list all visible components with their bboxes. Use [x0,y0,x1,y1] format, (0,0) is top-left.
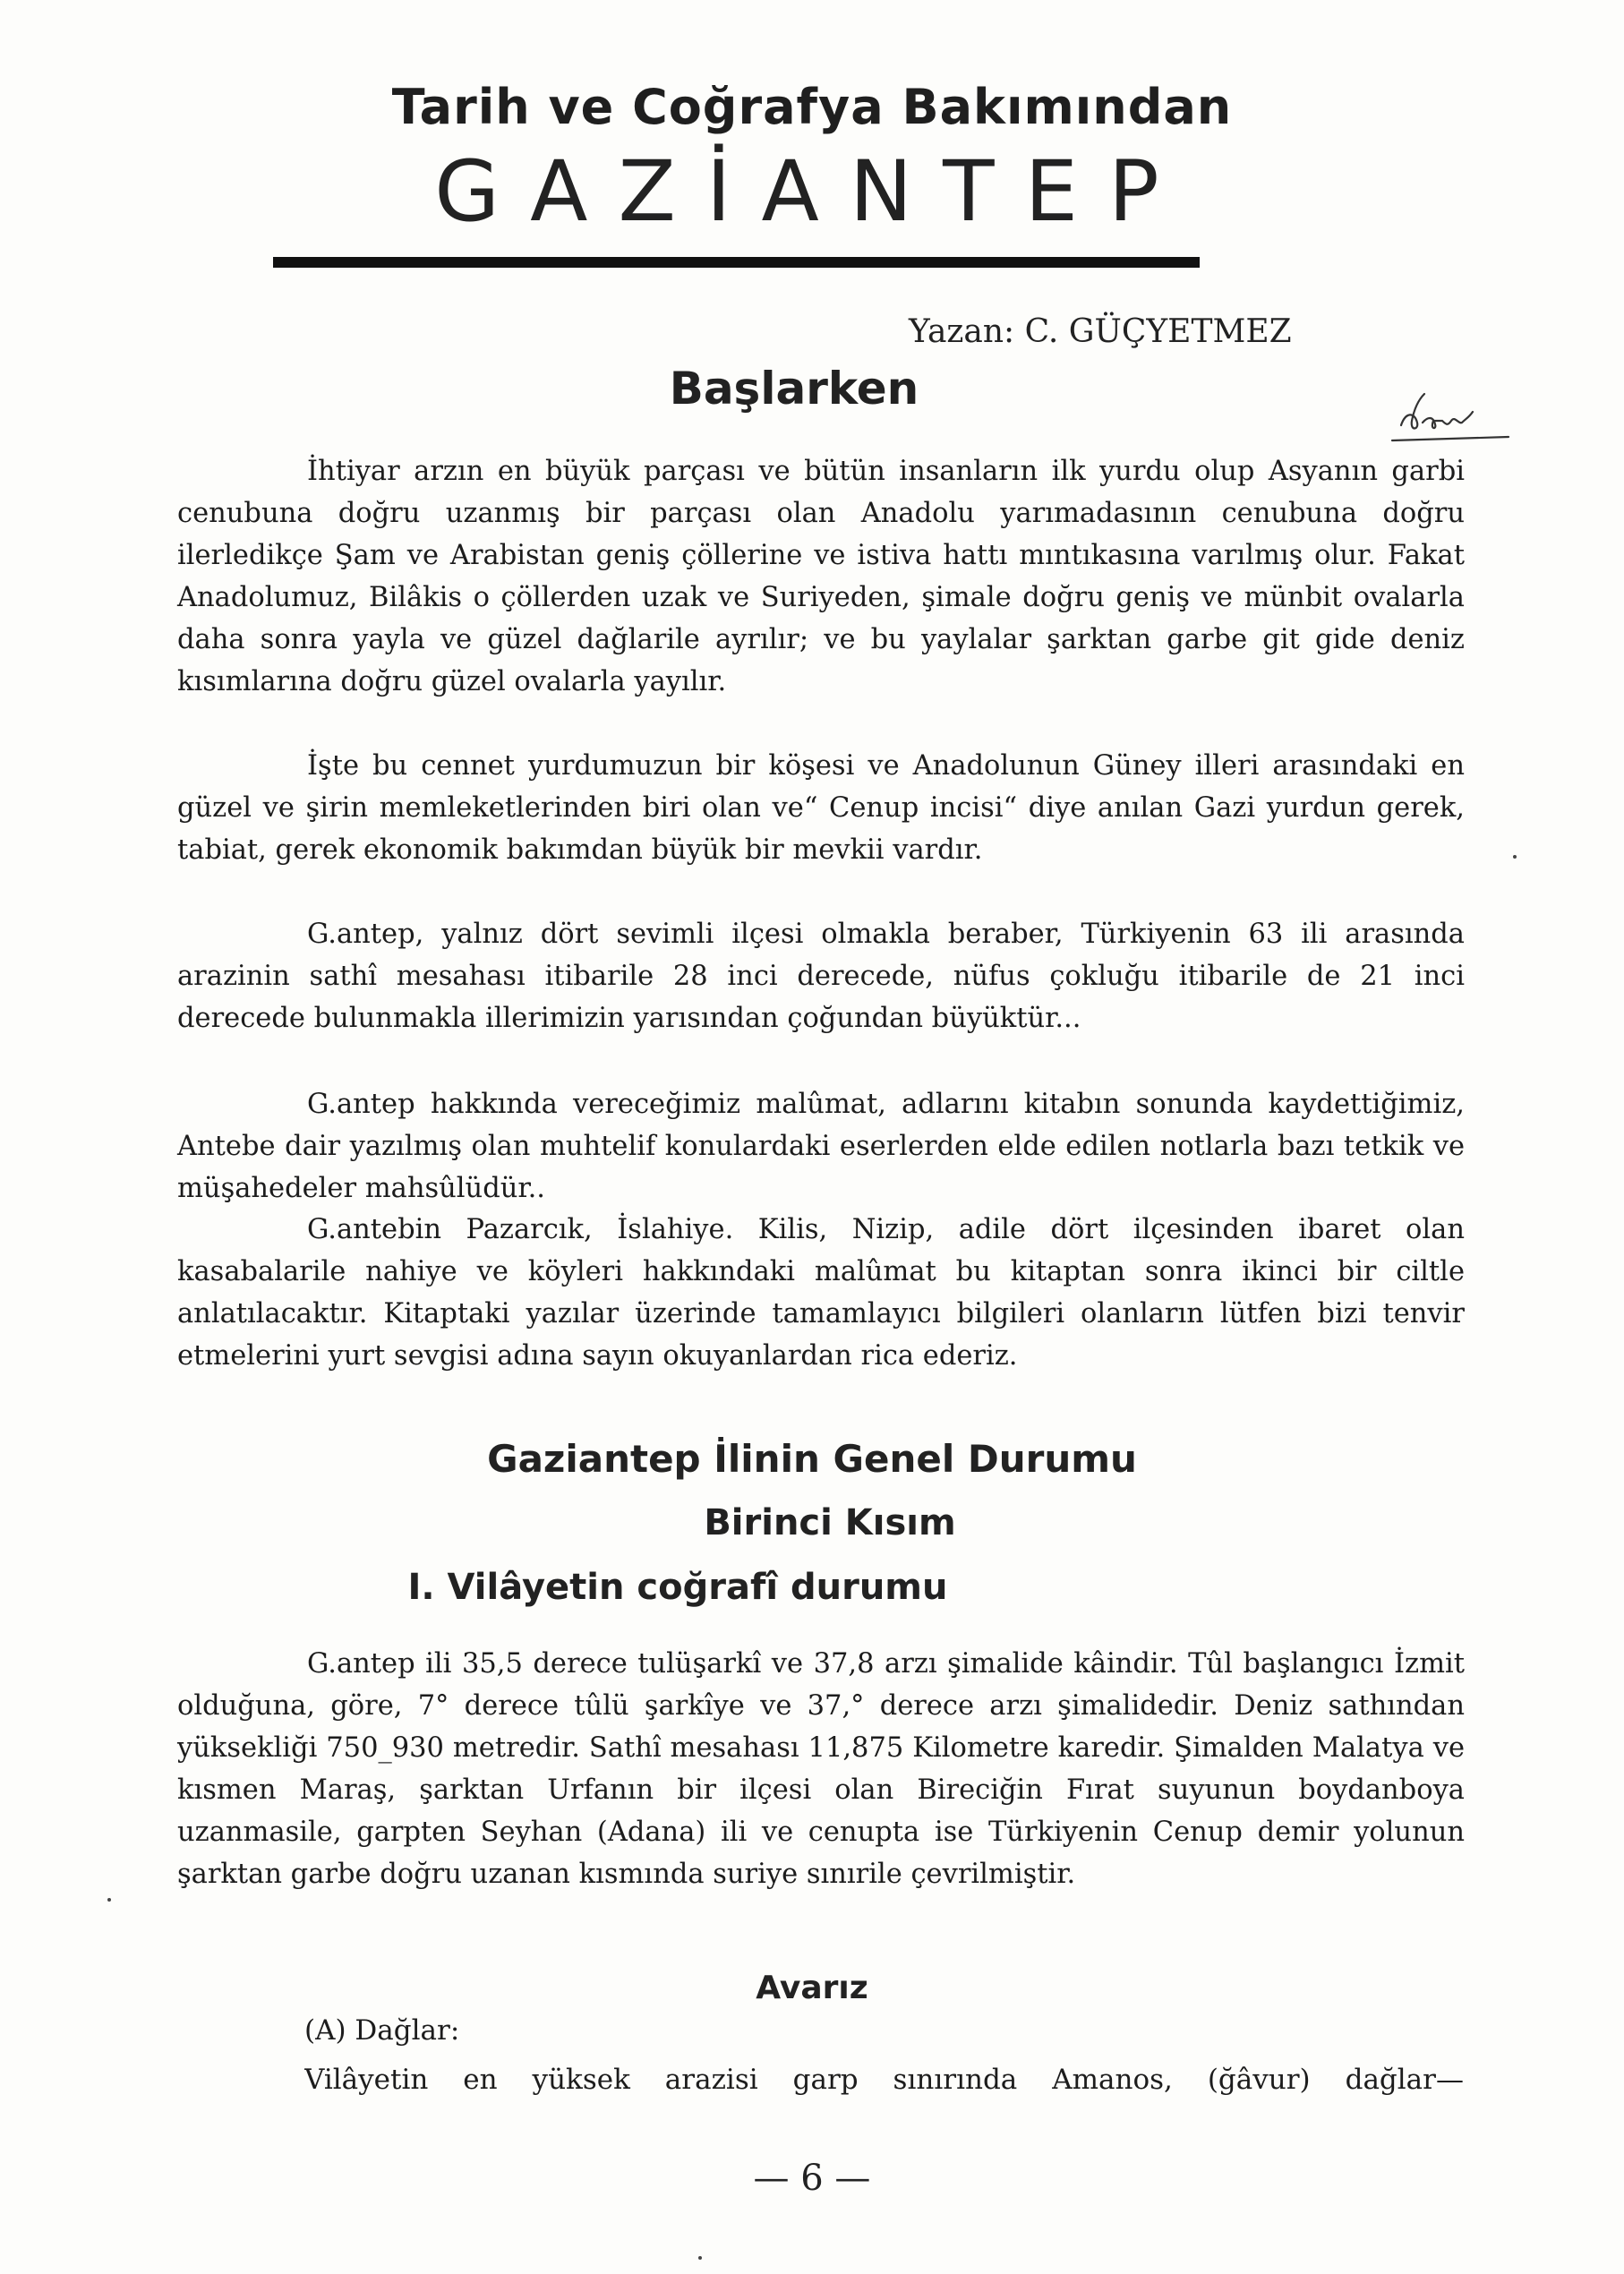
paragraph-intro-5: G.antebin Pazarcık, İslahiye. Kilis, Nizip, adile dört ilçesinden ibaret olan kasabalarile nahiye ve köyleri hakkındaki malûmat bu kitaptan sonra ikinci bir ciltle anlatılacaktır. Kitaptaki yazılar üzerinde tamamlayıcı bilgileri olanların lütfen bizi tenvir etmelerini yurt sevgisi adına sayın okuyanlardan rica ederiz. [177,1214,1465,1372]
paragraph-intro-3: G.antep, yalnız dört sevimli ilçesi olmakla beraber, Türkiyenin 63 ili arasında arazinin sathî mesahası itibarile 28 inci derecede, nüfus çokluğu itibarile de 21 inci derecede bulunmakla illerimizin yarısından çoğundan büyüktür... [177,919,1465,1034]
scan-speck [107,1898,111,1902]
subsection-label: (A) Dağlar: [304,2014,460,2047]
section-heading-chapter: I. Vilâyetin coğrafî durumu [407,1567,948,1608]
paragraph-intro-1: İhtiyar arzın en büyük parçası ve bütün insanların ilk yurdu olup Asyanın garbi cenubuna doğru uzanmış bir parçası olan Anadolu yarımadasının cenubuna doğru ilerledikçe Şam ve Arabistan geniş çöllerine ve istiva hattı mıntıkasına varılmış olur. Fakat Anadolumuz, Bilâkis o çöllerden uzak ve Suriyeden, şimale doğru geniş ve münbit ovalarla daha sonra yayla ve güzel dağlarile ayrılır; ve bu yaylalar şarktan garbe git gide deniz kısımlarına doğru güzel ovalarla yayılır. [177,456,1465,697]
page-number: — 6 — [753,2158,871,2199]
title-divider [273,257,1200,268]
author-byline: Yazan: C. GÜÇYETMEZ [909,313,1292,350]
section-heading-relief: Avarız [756,1970,868,2006]
paragraph-geography: G.antep ili 35,5 derece tulüşarkî ve 37,8 arzı şimalide kâindir. Tûl başlangıcı İzmit olduğuna, göre, 7° derece tûlü şarkîye ve 37,° derece arzı şimalidedir. Deniz sathından yüksekliği 750_930 metredir. Sathî mesahası 11,875 Kilometre karedir. Şimalden Malatya ve kısmen Maraş, şarktan Urfanın bir ilçesi olan Bireciğin Fırat suyunun boydanboya uzanmasile, garpten Seyhan (Adana) ili ve cenupta ise Türkiyenin Cenup demir yolunun şarktan garbe doğru uzanan kısmında suriye sınırile çevrilmiştir. [177,1648,1465,1890]
section-heading-part: Birinci Kısım [704,1502,956,1543]
section-heading-intro: Başlarken [669,363,919,415]
paragraph-intro-4: G.antep hakkında vereceğimiz malûmat, adlarını kitabın sonunda kaydettiğimiz, Antebe dair yazılmış olan muhtelif konulardaki eserlerden elde edilen notlarla bazı tetkik ve müşahedeler mahsûlüdür.. [177,1089,1465,1204]
document-subtitle: Tarih ve Coğrafya Bakımından [391,79,1233,135]
paragraph-intro-2: İşte bu cennet yurdumuzun bir köşesi ve Anadolunun Güney illeri arasındaki en güzel ve şirin memleketlerinden biri olan ve“ Cenup incisi“ diye anılan Gazi yurdun gerek, tabiat, gerek ekonomik bakımdan büyük bir mevkii vardır. [177,750,1465,866]
subsection-text: Vilâyetin en yüksek arazisi garp sınırında Amanos, (ğâvur) dağlar— [304,2064,1464,2096]
handwritten-signature-icon [1383,385,1517,448]
scan-speck [698,2256,702,2260]
section-heading-general: Gaziantep İlinin Genel Durumu [487,1437,1137,1481]
scan-speck [1513,855,1517,859]
document-title: GAZİANTEP [434,143,1190,241]
